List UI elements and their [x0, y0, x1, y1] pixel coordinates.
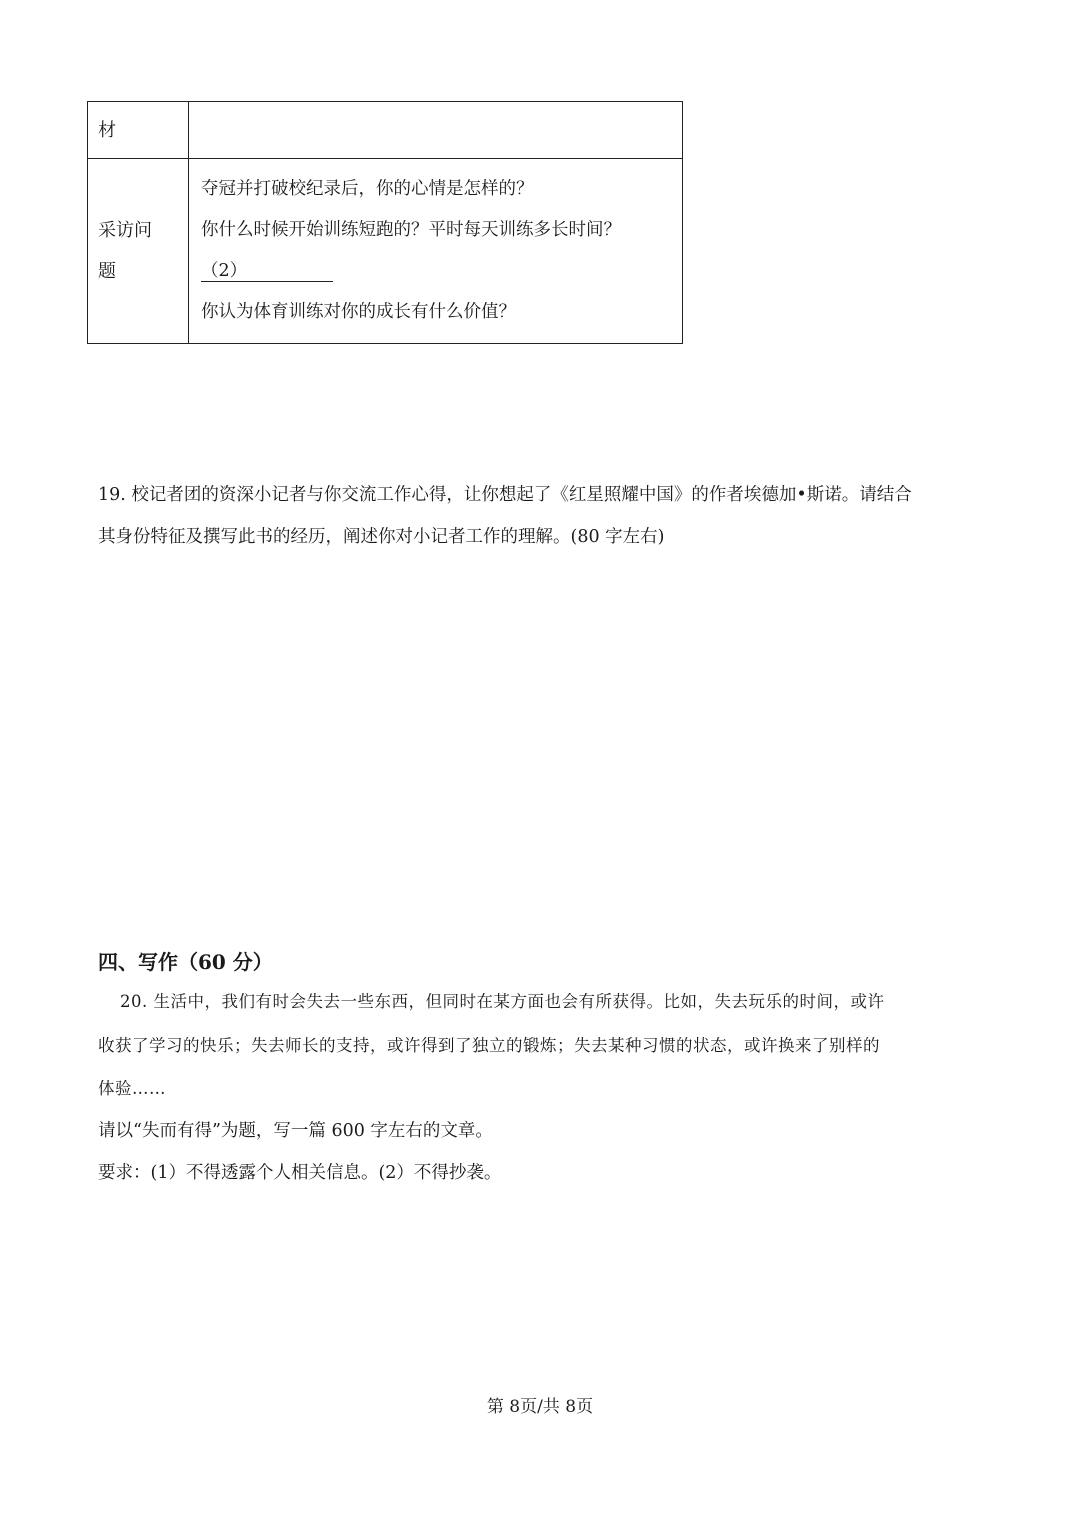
writing-prompt: 请以“失而有得”为题，写一篇 600 字左右的文章。: [98, 1121, 493, 1141]
interview-questions: [189, 159, 683, 344]
interview-table: [87, 101, 683, 344]
question-1: 夺冠并打破校纪录后，你的心情是怎样的？: [201, 179, 534, 199]
question-19-line-2: 其身份特征及撰写此书的经历，阐述你对小记者工作的理解。(80 字左右): [98, 527, 665, 547]
label-line-1: 采访问: [98, 220, 152, 241]
question-2: 你什么时候开始训练短跑的？平时每天训练多长时间？: [201, 220, 621, 240]
table-row2-label: [88, 159, 189, 344]
question-4: 你认为体育训练对你的成长有什么价值？: [201, 302, 516, 322]
question-20-line-3: 体验……: [98, 1079, 166, 1098]
question-20-line-1: 20. 生活中，我们有时会失去一些东西，但同时在某方面也会有所获得。比如，失去玩乐的时间，或许: [120, 992, 885, 1011]
section-heading: 四、写作（60 分）: [98, 950, 273, 974]
writing-requirements: 要求：(1）不得透露个人相关信息。(2）不得抄袭。: [98, 1163, 502, 1183]
question-19-line-1: 19. 校记者团的资深小记者与你交流工作心得，让你想起了《红星照耀中国》的作者埃德加•斯诺。请结合: [98, 485, 912, 505]
question-blank: [201, 251, 682, 292]
table-row1-content: [189, 102, 683, 159]
answer-blank: （2）: [201, 261, 333, 282]
question-20-line-2: 收获了学习的快乐；失去师长的支持，或许得到了独立的锻炼；失去某种习惯的状态，或许换来了别样的: [98, 1036, 880, 1055]
page-number: 第 8页/共 8页: [486, 1397, 594, 1417]
label-line-2: 题: [98, 261, 116, 282]
table-row1-label: 材: [88, 102, 189, 159]
